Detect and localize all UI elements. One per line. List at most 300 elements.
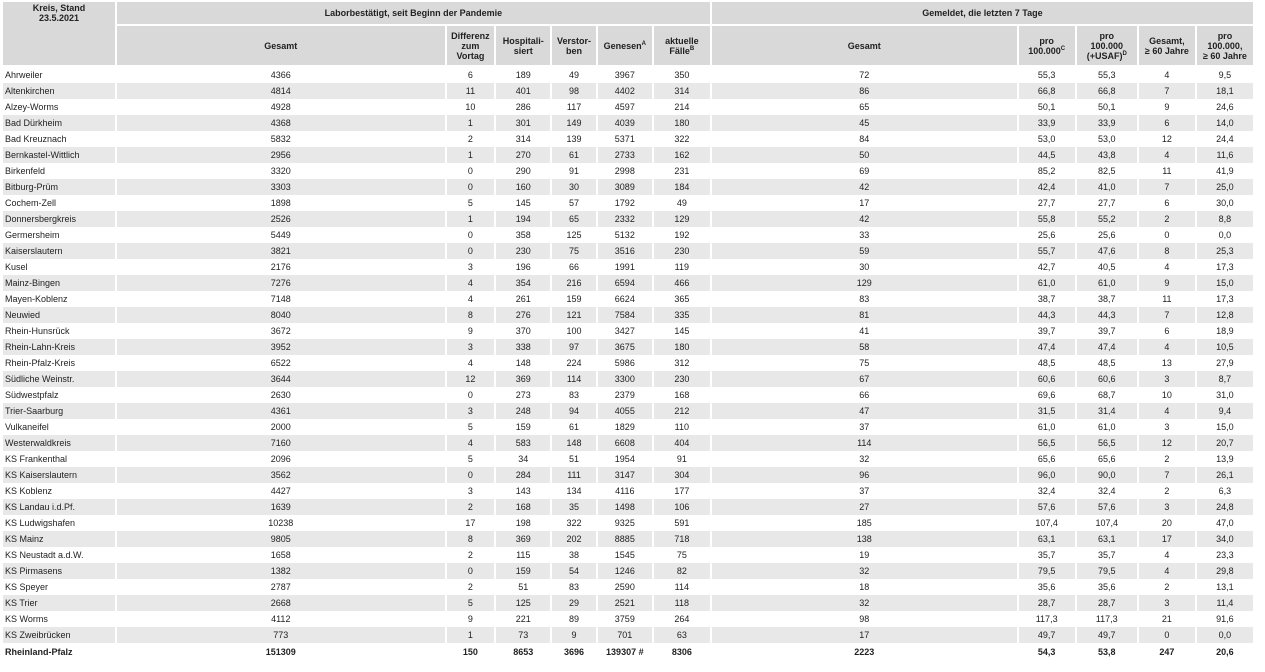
value-cell: 129 (654, 211, 712, 227)
value-cell: 2 (447, 547, 497, 563)
value-cell: 57,6 (1019, 499, 1077, 515)
value-cell: 19 (712, 547, 1019, 563)
value-cell: 3 (1139, 419, 1197, 435)
value-cell: 4 (1139, 259, 1197, 275)
value-cell: 7 (1139, 307, 1197, 323)
value-cell: 47,4 (1019, 339, 1077, 355)
value-cell: 2332 (598, 211, 654, 227)
value-cell: 7 (1139, 467, 1197, 483)
value-cell: 4 (447, 355, 497, 371)
value-cell: 4402 (598, 83, 654, 99)
value-cell: 23,3 (1197, 547, 1255, 563)
value-cell: 0 (1139, 227, 1197, 243)
value-cell: 106 (654, 499, 712, 515)
district-name-cell: KS Ludwigshafen (3, 515, 117, 531)
col-aktuell-l1: aktuelle (665, 35, 699, 46)
table-row (3, 243, 1255, 259)
value-cell: 1498 (598, 499, 654, 515)
value-cell: 20 (1139, 515, 1197, 531)
col-usaf-l1: pro (1099, 30, 1114, 41)
value-cell: 54 (552, 563, 598, 579)
value-cell: 14,0 (1197, 115, 1255, 131)
value-cell: 2096 (117, 451, 447, 467)
value-cell: 125 (496, 595, 552, 611)
table-row (3, 323, 1255, 339)
value-cell: 8,7 (1197, 371, 1255, 387)
table-row (3, 355, 1255, 371)
value-cell: 125 (552, 227, 598, 243)
col-pro60-l3: ≥ 60 Jahre (1202, 50, 1247, 61)
value-cell: 10238 (117, 515, 447, 531)
col-pro60-l2: 100.000, (1207, 40, 1243, 51)
value-cell: 81 (712, 307, 1019, 323)
value-cell: 55,7 (1019, 243, 1077, 259)
table-row (3, 307, 1255, 323)
value-cell: 4 (1139, 67, 1197, 83)
value-cell: 3952 (117, 339, 447, 355)
value-cell: 143 (496, 483, 552, 499)
value-cell: 718 (654, 531, 712, 547)
value-cell: 53,0 (1077, 131, 1139, 147)
value-cell: 8 (447, 307, 497, 323)
value-cell: 148 (496, 355, 552, 371)
value-cell: 24,6 (1197, 99, 1255, 115)
table-row (3, 227, 1255, 243)
value-cell: 5986 (598, 355, 654, 371)
value-cell: 286 (496, 99, 552, 115)
value-cell: 3320 (117, 163, 447, 179)
value-cell: 1 (447, 627, 497, 643)
table-row (3, 275, 1255, 291)
value-cell: 13,9 (1197, 451, 1255, 467)
col-differenz-l1: Differenz (451, 30, 490, 41)
value-cell: 65 (712, 99, 1019, 115)
value-cell: 3821 (117, 243, 447, 259)
value-cell: 35,7 (1019, 547, 1077, 563)
value-cell: 34 (496, 451, 552, 467)
value-cell: 30,0 (1197, 195, 1255, 211)
value-cell: 314 (496, 131, 552, 147)
value-cell: 66,8 (1077, 83, 1139, 99)
value-cell: 30 (552, 179, 598, 195)
total-value-cell: 8306 (654, 643, 712, 660)
value-cell: 0 (447, 467, 497, 483)
value-cell: 168 (654, 387, 712, 403)
value-cell: 230 (654, 243, 712, 259)
value-cell: 12,8 (1197, 307, 1255, 323)
value-cell: 2 (447, 499, 497, 515)
value-cell: 49 (552, 67, 598, 83)
value-cell: 63,1 (1077, 531, 1139, 547)
district-name-cell: Alzey-Worms (3, 99, 117, 115)
value-cell: 335 (654, 307, 712, 323)
value-cell: 3 (1139, 499, 1197, 515)
value-cell: 91 (654, 451, 712, 467)
value-cell: 15,0 (1197, 419, 1255, 435)
value-cell: 41,9 (1197, 163, 1255, 179)
value-cell: 31,5 (1019, 403, 1077, 419)
value-cell: 32 (712, 563, 1019, 579)
lab-confirmed-group-header: Laborbestätigt, seit Beginn der Pandemie (117, 2, 712, 26)
value-cell: 21 (1139, 611, 1197, 627)
value-cell: 68,7 (1077, 387, 1139, 403)
footnote-marker-d: D (1122, 50, 1127, 57)
district-name-cell: Südwestpfalz (3, 387, 117, 403)
value-cell: 60,6 (1019, 371, 1077, 387)
value-cell: 12 (1139, 131, 1197, 147)
value-cell: 25,3 (1197, 243, 1255, 259)
value-cell: 34,0 (1197, 531, 1255, 547)
value-cell: 149 (552, 115, 598, 131)
value-cell: 185 (712, 515, 1019, 531)
value-cell: 196 (496, 259, 552, 275)
value-cell: 9325 (598, 515, 654, 531)
value-cell: 38 (552, 547, 598, 563)
value-cell: 2787 (117, 579, 447, 595)
value-cell: 33,9 (1077, 115, 1139, 131)
value-cell: 61,0 (1077, 419, 1139, 435)
value-cell: 27,7 (1077, 195, 1139, 211)
value-cell: 4116 (598, 483, 654, 499)
value-cell: 9 (447, 323, 497, 339)
value-cell: 31,4 (1077, 403, 1139, 419)
value-cell: 18,9 (1197, 323, 1255, 339)
value-cell: 159 (496, 419, 552, 435)
value-cell: 51 (552, 451, 598, 467)
value-cell: 4039 (598, 115, 654, 131)
value-cell: 94 (552, 403, 598, 419)
total-value-cell: 53,8 (1077, 643, 1139, 660)
value-cell: 1898 (117, 195, 447, 211)
value-cell: 18,1 (1197, 83, 1255, 99)
district-name-cell: Vulkaneifel (3, 419, 117, 435)
total-value-cell: 8653 (496, 643, 552, 660)
value-cell: 118 (654, 595, 712, 611)
value-cell: 111 (552, 467, 598, 483)
value-cell: 276 (496, 307, 552, 323)
col-pro-100000 (1019, 26, 1077, 67)
value-cell: 38,7 (1077, 291, 1139, 307)
value-cell: 5371 (598, 131, 654, 147)
value-cell: 65 (552, 211, 598, 227)
value-cell: 4814 (117, 83, 447, 99)
table-row (3, 419, 1255, 435)
table-row (3, 291, 1255, 307)
value-cell: 583 (496, 435, 552, 451)
value-cell: 2379 (598, 387, 654, 403)
district-name-cell: Südliche Weinstr. (3, 371, 117, 387)
total-value-cell: 2223 (712, 643, 1019, 660)
table-row (3, 339, 1255, 355)
value-cell: 6594 (598, 275, 654, 291)
value-cell: 61,0 (1019, 419, 1077, 435)
value-cell: 117,3 (1019, 611, 1077, 627)
value-cell: 4427 (117, 483, 447, 499)
value-cell: 28,7 (1019, 595, 1077, 611)
value-cell: 8040 (117, 307, 447, 323)
table-row (3, 179, 1255, 195)
value-cell: 61 (552, 419, 598, 435)
value-cell: 248 (496, 403, 552, 419)
value-cell: 7 (1139, 83, 1197, 99)
col-genesen (598, 26, 654, 67)
district-name-cell: KS Kaiserslautern (3, 467, 117, 483)
value-cell: 4 (447, 435, 497, 451)
value-cell: 2176 (117, 259, 447, 275)
value-cell: 28,7 (1077, 595, 1139, 611)
table-row (3, 163, 1255, 179)
value-cell: 189 (496, 67, 552, 83)
value-cell: 12 (1139, 435, 1197, 451)
value-cell: 33 (712, 227, 1019, 243)
value-cell: 55,2 (1077, 211, 1139, 227)
value-cell: 6,3 (1197, 483, 1255, 499)
value-cell: 0 (447, 227, 497, 243)
value-cell: 50 (712, 147, 1019, 163)
district-name-cell: Bad Kreuznach (3, 131, 117, 147)
table-row (3, 595, 1255, 611)
value-cell: 75 (552, 243, 598, 259)
value-cell: 2 (447, 579, 497, 595)
value-cell: 20,7 (1197, 435, 1255, 451)
value-cell: 3089 (598, 179, 654, 195)
value-cell: 69 (712, 163, 1019, 179)
value-cell: 0 (447, 179, 497, 195)
district-name-cell: Bad Dürkheim (3, 115, 117, 131)
district-name-cell: Cochem-Zell (3, 195, 117, 211)
value-cell: 42 (712, 179, 1019, 195)
value-cell: 134 (552, 483, 598, 499)
col-hosp-l1: Hospitali- (502, 35, 544, 46)
table-row (3, 67, 1255, 83)
value-cell: 82 (654, 563, 712, 579)
total-value-cell: 247 (1139, 643, 1197, 660)
value-cell: 591 (654, 515, 712, 531)
value-cell: 304 (654, 467, 712, 483)
district-name-cell: KS Speyer (3, 579, 117, 595)
value-cell: 12 (447, 371, 497, 387)
value-cell: 63,1 (1019, 531, 1077, 547)
value-cell: 15,0 (1197, 275, 1255, 291)
covid-cases-table (3, 2, 1255, 660)
value-cell: 0,0 (1197, 227, 1255, 243)
district-name-cell: KS Frankenthal (3, 451, 117, 467)
value-cell: 2521 (598, 595, 654, 611)
value-cell: 90,0 (1077, 467, 1139, 483)
value-cell: 159 (496, 563, 552, 579)
value-cell: 322 (552, 515, 598, 531)
value-cell: 83 (552, 579, 598, 595)
value-cell: 11 (1139, 291, 1197, 307)
value-cell: 84 (712, 131, 1019, 147)
value-cell: 354 (496, 275, 552, 291)
table-row (3, 131, 1255, 147)
district-name-cell: Bitburg-Prüm (3, 179, 117, 195)
value-cell: 55,3 (1019, 67, 1077, 83)
value-cell: 3967 (598, 67, 654, 83)
col-aktuelle-faelle (654, 26, 712, 67)
value-cell: 3672 (117, 323, 447, 339)
value-cell: 59 (712, 243, 1019, 259)
value-cell: 9805 (117, 531, 447, 547)
value-cell: 184 (654, 179, 712, 195)
district-name-cell: Mayen-Koblenz (3, 291, 117, 307)
value-cell: 1 (447, 211, 497, 227)
value-cell: 42,4 (1019, 179, 1077, 195)
table-row (3, 147, 1255, 163)
value-cell: 47,6 (1077, 243, 1139, 259)
value-cell: 2 (1139, 483, 1197, 499)
district-name-cell: Birkenfeld (3, 163, 117, 179)
value-cell: 7160 (117, 435, 447, 451)
col-pro60-l1: pro (1217, 30, 1233, 41)
district-name-cell: Rhein-Pfalz-Kreis (3, 355, 117, 371)
value-cell: 47 (712, 403, 1019, 419)
value-cell: 773 (117, 627, 447, 643)
district-name-cell: Westerwaldkreis (3, 435, 117, 451)
col-gesamt-7-tage: Gesamt (712, 26, 1019, 67)
value-cell: 45 (712, 115, 1019, 131)
col-differenz (447, 26, 497, 67)
value-cell: 39,7 (1077, 323, 1139, 339)
value-cell: 61,0 (1019, 275, 1077, 291)
value-cell: 44,3 (1077, 307, 1139, 323)
value-cell: 221 (496, 611, 552, 627)
col-genesen-label: Genesen (603, 40, 642, 51)
value-cell: 261 (496, 291, 552, 307)
value-cell: 96 (712, 467, 1019, 483)
value-cell: 3644 (117, 371, 447, 387)
value-cell: 24,8 (1197, 499, 1255, 515)
value-cell: 139 (552, 131, 598, 147)
value-cell: 4 (1139, 339, 1197, 355)
table-row (3, 83, 1255, 99)
col-pro100-l2: 100.000 (1028, 45, 1061, 56)
value-cell: 60,6 (1077, 371, 1139, 387)
value-cell: 7584 (598, 307, 654, 323)
district-name-cell: Germersheim (3, 227, 117, 243)
value-cell: 65,6 (1019, 451, 1077, 467)
value-cell: 270 (496, 147, 552, 163)
value-cell: 24,4 (1197, 131, 1255, 147)
value-cell: 9,5 (1197, 67, 1255, 83)
value-cell: 89 (552, 611, 598, 627)
value-cell: 4 (447, 291, 497, 307)
value-cell: 32,4 (1019, 483, 1077, 499)
value-cell: 180 (654, 115, 712, 131)
value-cell: 17 (712, 627, 1019, 643)
value-cell: 7 (1139, 179, 1197, 195)
value-cell: 148 (552, 435, 598, 451)
col-verst-l1: Verstor- (557, 35, 592, 46)
value-cell: 312 (654, 355, 712, 371)
value-cell: 180 (654, 339, 712, 355)
value-cell: 32 (712, 595, 1019, 611)
value-cell: 8 (1139, 243, 1197, 259)
value-cell: 212 (654, 403, 712, 419)
kreis-header-line2: 23.5.2021 (38, 13, 80, 23)
district-name-cell: KS Worms (3, 611, 117, 627)
value-cell: 44,5 (1019, 147, 1077, 163)
value-cell: 159 (552, 291, 598, 307)
value-cell: 35,6 (1019, 579, 1077, 595)
value-cell: 301 (496, 115, 552, 131)
value-cell: 284 (496, 467, 552, 483)
value-cell: 404 (654, 435, 712, 451)
value-cell: 61,0 (1077, 275, 1139, 291)
value-cell: 41 (712, 323, 1019, 339)
value-cell: 55,8 (1019, 211, 1077, 227)
value-cell: 11,4 (1197, 595, 1255, 611)
value-cell: 2998 (598, 163, 654, 179)
table-row (3, 515, 1255, 531)
value-cell: 27 (712, 499, 1019, 515)
value-cell: 6608 (598, 435, 654, 451)
value-cell: 10 (1139, 387, 1197, 403)
value-cell: 17,3 (1197, 259, 1255, 275)
value-cell: 3147 (598, 467, 654, 483)
value-cell: 3300 (598, 371, 654, 387)
value-cell: 194 (496, 211, 552, 227)
col-hospitalisiert (496, 26, 552, 67)
value-cell: 49,7 (1077, 627, 1139, 643)
district-name-cell: Kaiserslautern (3, 243, 117, 259)
district-name-cell: Altenkirchen (3, 83, 117, 99)
value-cell: 2668 (117, 595, 447, 611)
value-cell: 1954 (598, 451, 654, 467)
value-cell: 25,0 (1197, 179, 1255, 195)
value-cell: 41,0 (1077, 179, 1139, 195)
col-differenz-l3: Vortag (456, 50, 485, 61)
district-name-cell: Bernkastel-Wittlich (3, 147, 117, 163)
value-cell: 98 (552, 83, 598, 99)
footnote-marker-b: B (689, 45, 695, 52)
value-cell: 1545 (598, 547, 654, 563)
value-cell: 98 (712, 611, 1019, 627)
value-cell: 145 (496, 195, 552, 211)
value-cell: 369 (496, 371, 552, 387)
value-cell: 82,5 (1077, 163, 1139, 179)
value-cell: 177 (654, 483, 712, 499)
value-cell: 56,5 (1077, 435, 1139, 451)
value-cell: 0 (1139, 627, 1197, 643)
table-row (3, 611, 1255, 627)
value-cell: 17 (1139, 531, 1197, 547)
value-cell: 25,6 (1019, 227, 1077, 243)
value-cell: 48,5 (1077, 355, 1139, 371)
value-cell: 4368 (117, 115, 447, 131)
value-cell: 65,6 (1077, 451, 1139, 467)
value-cell: 37 (712, 483, 1019, 499)
value-cell: 49,7 (1019, 627, 1077, 643)
value-cell: 4055 (598, 403, 654, 419)
table-row (3, 563, 1255, 579)
value-cell: 83 (712, 291, 1019, 307)
value-cell: 48,5 (1019, 355, 1077, 371)
value-cell: 38,7 (1019, 291, 1077, 307)
value-cell: 5449 (117, 227, 447, 243)
value-cell: 0 (447, 243, 497, 259)
value-cell: 44,3 (1019, 307, 1077, 323)
value-cell: 79,5 (1077, 563, 1139, 579)
value-cell: 216 (552, 275, 598, 291)
value-cell: 57 (552, 195, 598, 211)
value-cell: 40,5 (1077, 259, 1139, 275)
value-cell: 91 (552, 163, 598, 179)
total-value-cell: 3696 (552, 643, 598, 660)
table-row (3, 99, 1255, 115)
value-cell: 17 (712, 195, 1019, 211)
